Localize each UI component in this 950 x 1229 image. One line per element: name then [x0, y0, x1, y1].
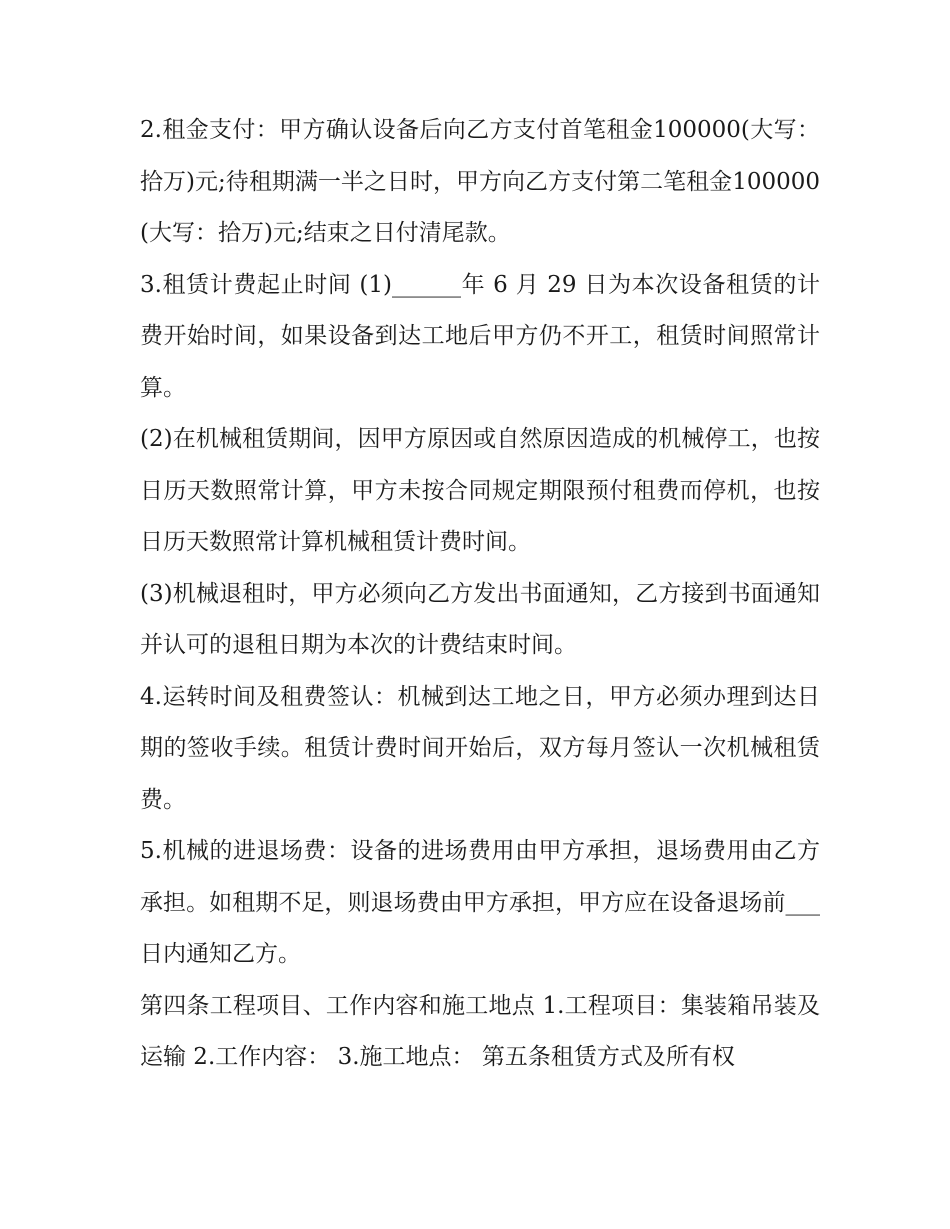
paragraph-billing-end: (3)机械退租时，甲方必须向乙方发出书面通知，乙方接到书面通知并认可的退租日期为本次的计费结束时间。 — [140, 580, 820, 658]
paragraph-operation-time: 4.运转时间及租费签认：机械到达工地之日，甲方必须办理到达日期的签收手续。租赁计费时间开始后，双方每月签认一次机械租赁费。 — [140, 683, 820, 813]
paragraph-billing-start: 3.租赁计费起止时间 (1)______年 6 月 29 日为本次设备租赁的计费开始时间，如果设备到达工地后甲方仍不开工，租赁时间照常计算。 — [140, 271, 820, 401]
document-page — [140, 105, 820, 1084]
paragraph-billing-downtime: (2)在机械租赁期间，因甲方原因或自然原因造成的机械停工，也按日历天数照常计算，甲方未按合同规定期限预付租费而停机，也按日历天数照常计算机械租赁计费时间。 — [140, 426, 820, 555]
paragraph-entry-exit-fee: 5.机械的进退场费：设备的进场费用由甲方承担，退场费用由乙方承担。如租期不足，则退场费由甲方承担，甲方应在设备退场前___日内通知乙方。 — [140, 838, 820, 967]
paragraph-rent-payment: 2.租金支付：甲方确认设备后向乙方支付首笔租金100000(大写：拾万)元;待租期满一半之日时，甲方向乙方支付第二笔租金100000(大写：拾万)元;结束之日付清尾款。 — [140, 117, 820, 246]
paragraph-article-four: 第四条工程项目、工作内容和施工地点 1.工程项目：集装箱吊装及运输 2.工作内容： 3.施工地点： 第五条租赁方式及所有权 — [140, 992, 820, 1070]
